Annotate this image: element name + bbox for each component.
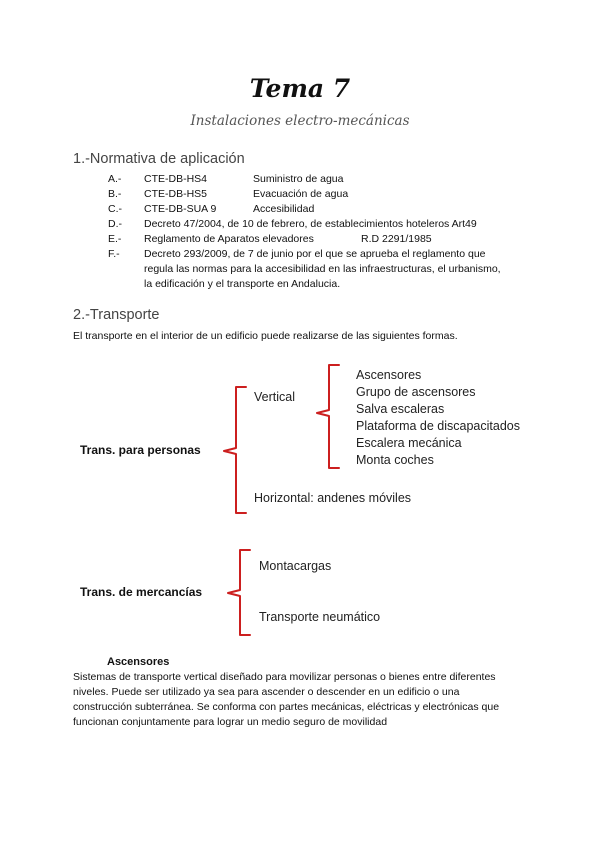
list-letter: B.- — [108, 188, 122, 200]
ascensores-paragraph — [73, 670, 513, 730]
list-code: CTE-DB-HS5 — [144, 188, 208, 200]
paragraph-line: niveles. Puede ser utilizado ya sea para ascender o descender en un edificio o una — [73, 686, 460, 698]
diagram-item: Escalera mecánica — [356, 436, 462, 450]
list-letter: A.- — [108, 173, 122, 185]
list-letter: F.- — [108, 248, 120, 260]
diagram-item: Salva escaleras — [356, 402, 445, 416]
list-continuation: la edificación y el transporte en Andalucia. — [144, 278, 341, 290]
section-heading-normativa: 1.-Normativa de aplicación — [73, 151, 245, 167]
list-extra: R.D 2291/1985 — [361, 233, 432, 245]
diagram-label-horizontal: Horizontal: andenes móviles — [254, 491, 412, 505]
diagram-item: Transporte neumático — [259, 610, 381, 624]
list-code: CTE-DB-SUA 9 — [144, 203, 217, 215]
paragraph-line: construcción subterránea. Se conforma con partes mecánicas, eléctricas y electrónicas que — [73, 701, 500, 713]
diagram-label-personas: Trans. para personas — [80, 443, 201, 457]
list-desc: Accesibilidad — [253, 203, 315, 215]
list-text: Reglamento de Aparatos elevadores — [144, 233, 314, 245]
page-subtitle: Instalaciones electro-mecánicas — [190, 113, 410, 129]
list-code: CTE-DB-HS4 — [144, 173, 208, 185]
ascensores-heading: Ascensores — [107, 656, 170, 668]
diagram-item: Montacargas — [259, 559, 332, 573]
page-title: Tema 7 — [249, 74, 351, 103]
list-text: Decreto 47/2004, de 10 de febrero, de establecimientos hoteleros Art49 — [144, 218, 477, 230]
diagram-item: Grupo de ascensores — [356, 385, 476, 399]
diagram-item: Ascensores — [356, 368, 422, 382]
diagram-label-vertical: Vertical — [254, 390, 295, 404]
list-letter: E.- — [108, 233, 122, 245]
list-continuation: regula las normas para la accesibilidad en las infraestructuras, el urbanismo, — [144, 263, 501, 275]
list-text: Decreto 293/2009, de 7 de junio por el que se aprueba el reglamento que — [144, 248, 486, 260]
list-desc: Suministro de agua — [253, 173, 344, 185]
bracket-vertical — [317, 365, 339, 468]
paragraph-line: Sistemas de transporte vertical diseñado para movilizar personas o bienes entre diferentes — [73, 671, 496, 683]
bracket-personas — [224, 387, 246, 513]
bracket-mercancias — [228, 550, 250, 635]
list-letter: D.- — [108, 218, 122, 230]
section-heading-transporte: 2.-Transporte — [73, 307, 160, 323]
paragraph-line: funcionan conjuntamente para lograr un medio seguro de movilidad — [73, 716, 388, 728]
section-intro: El transporte en el interior de un edificio puede realizarse de las siguientes formas. — [73, 330, 458, 342]
list-desc: Evacuación de agua — [253, 188, 349, 200]
list-letter: C.- — [108, 203, 122, 215]
diagram-item: Monta coches — [356, 453, 434, 467]
diagram-item: Plataforma de discapacitados — [356, 419, 520, 433]
diagram-label-mercancias: Trans. de mercancías — [80, 585, 203, 599]
